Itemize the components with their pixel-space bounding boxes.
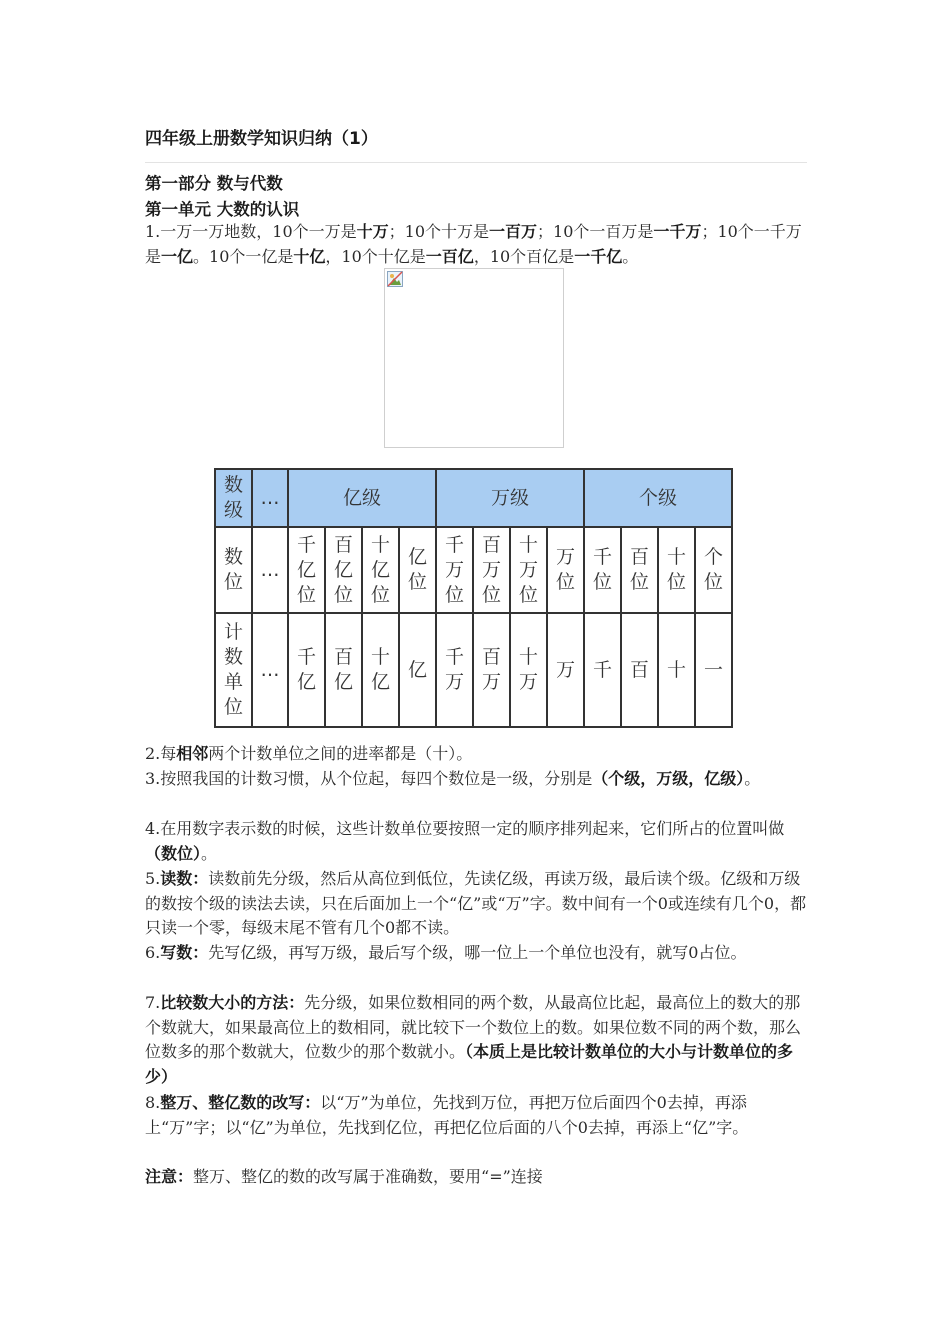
cell-digit-ellipsis: … [252, 527, 288, 613]
table-row-digit [215, 527, 732, 613]
table-row-unit [215, 613, 732, 727]
table-cell: 十万位 [510, 527, 547, 613]
table-cell: 千万位 [436, 527, 473, 613]
table-cell: 百万位 [473, 527, 510, 613]
table-cell: 十亿位 [362, 527, 399, 613]
p1-bold-7: 一千亿 [574, 246, 623, 266]
paragraph-8: 8.整万、整亿数的改写：以“万”为单位，先找到万位，再把万位后面四个0去掉，再添上“万”字；以“亿”为单位，先找到亿位，再把亿位后面的八个0去掉，再添上“亿”字。 [145, 1093, 749, 1137]
p1-bold-3: 一千万 [653, 222, 702, 241]
p1-text-6: ，10个十亿是 [325, 246, 426, 266]
p1-text-3: ；10个一百万是 [537, 222, 654, 241]
cell-grade-yi: 亿级 [288, 469, 436, 527]
p1-bold-2: 一百万 [489, 222, 538, 241]
table-cell: 一 [695, 613, 732, 727]
paragraph-1 [145, 220, 809, 269]
table-cell: 千 [584, 613, 621, 727]
table-cell: 十位 [658, 527, 695, 613]
paragraph-5: 5.读数：读数前先分级，然后从高位到低位，先读亿级，再读万级，最后读个级。亿级和万级的数按个级的读法去读，只在后面加上一个“亿”或“万”字。数中间有一个0或连续有几个0，都只读一个零，每级末尾不管有几个0都不读。 [145, 869, 807, 937]
cell-grade-ellipsis: … [252, 469, 288, 527]
p1-bold-4: 一亿 [161, 246, 194, 266]
table-cell: 万 [547, 613, 584, 727]
paragraph-7: 7.比较数大小的方法：先分级，如果位数相同的两个数，从最高位比起，最高位上的数大的那个数就大，如果最高位上的数相同，就比较下一个数位上的数。如果位数不同的两个数，那么位数多的那个数就大，位数少的那个数就小。（本质上是比较计数单位的大小与计数单位的多少） [145, 993, 802, 1086]
broken-image-icon [387, 271, 403, 287]
table-cell: 百位 [621, 527, 658, 613]
table-cell: 十万 [510, 613, 547, 727]
page-title: 四年级上册数学知识归纳（1） [145, 129, 378, 149]
p1-bold-6: 一百亿 [425, 246, 474, 266]
table-cell: 千亿位 [288, 527, 325, 613]
p1-text-5: 。10个一亿是 [193, 246, 294, 266]
note-paragraph: 注意：整万、整亿的数的改写属于准确数，要用“=”连接 [145, 1167, 543, 1186]
cell-grade-ge: 个级 [584, 469, 732, 527]
table-cell: 个位 [695, 527, 732, 613]
broken-image-placeholder [384, 268, 564, 448]
unit-heading: 第一单元 大数的认识 [145, 200, 300, 219]
p1-bold-1: 十万 [356, 222, 389, 241]
table-cell: 百亿位 [325, 527, 362, 613]
table-cell: 十 [658, 613, 695, 727]
paragraph-6: 6.写数：先写亿级，再写万级，最后写个级，哪一位上一个单位也没有，就写0占位。 [145, 943, 747, 962]
table-cell: 千万 [436, 613, 473, 727]
table-cell: 亿位 [399, 527, 436, 613]
table-cell: 万位 [547, 527, 584, 613]
p1-text-7: ，10个百亿是 [473, 246, 575, 266]
table-cell: 十亿 [362, 613, 399, 727]
cell-unit-label: 计数单位 [215, 613, 252, 727]
p1-text-4: ；10个一千万是 [145, 222, 802, 266]
title-divider [145, 162, 807, 163]
part-heading: 第一部分 数与代数 [145, 174, 283, 193]
paragraph-3: 3.按照我国的计数习惯，从个位起，每四个数位是一级，分别是（个级，万级，亿级）。 [145, 769, 761, 788]
cell-unit-ellipsis: … [252, 613, 288, 727]
table-cell: 亿 [399, 613, 436, 727]
table-row-grade [215, 469, 732, 527]
paragraph-2: 2.每相邻两个计数单位之间的进率都是（十）。 [145, 744, 473, 763]
table-cell: 百亿 [325, 613, 362, 727]
table-cell: 千亿 [288, 613, 325, 727]
table-cell: 千位 [584, 527, 621, 613]
cell-grade-wan: 万级 [436, 469, 584, 527]
table-cell: 百万 [473, 613, 510, 727]
p1-text-1: 1.一万一万地数，10个一万是 [145, 222, 357, 241]
p1-text-8: 。 [622, 246, 639, 266]
place-value-table [214, 468, 733, 728]
table-cell: 百 [621, 613, 658, 727]
paragraph-4: 4.在用数字表示数的时候，这些计数单位要按照一定的顺序排列起来，它们所占的位置叫做（数位）。 [145, 819, 785, 863]
cell-grade-label: 数级 [215, 469, 252, 527]
cell-digit-label: 数位 [215, 527, 252, 613]
p1-text-2: ；10个十万是 [388, 222, 490, 241]
p1-bold-5: 十亿 [293, 246, 326, 266]
